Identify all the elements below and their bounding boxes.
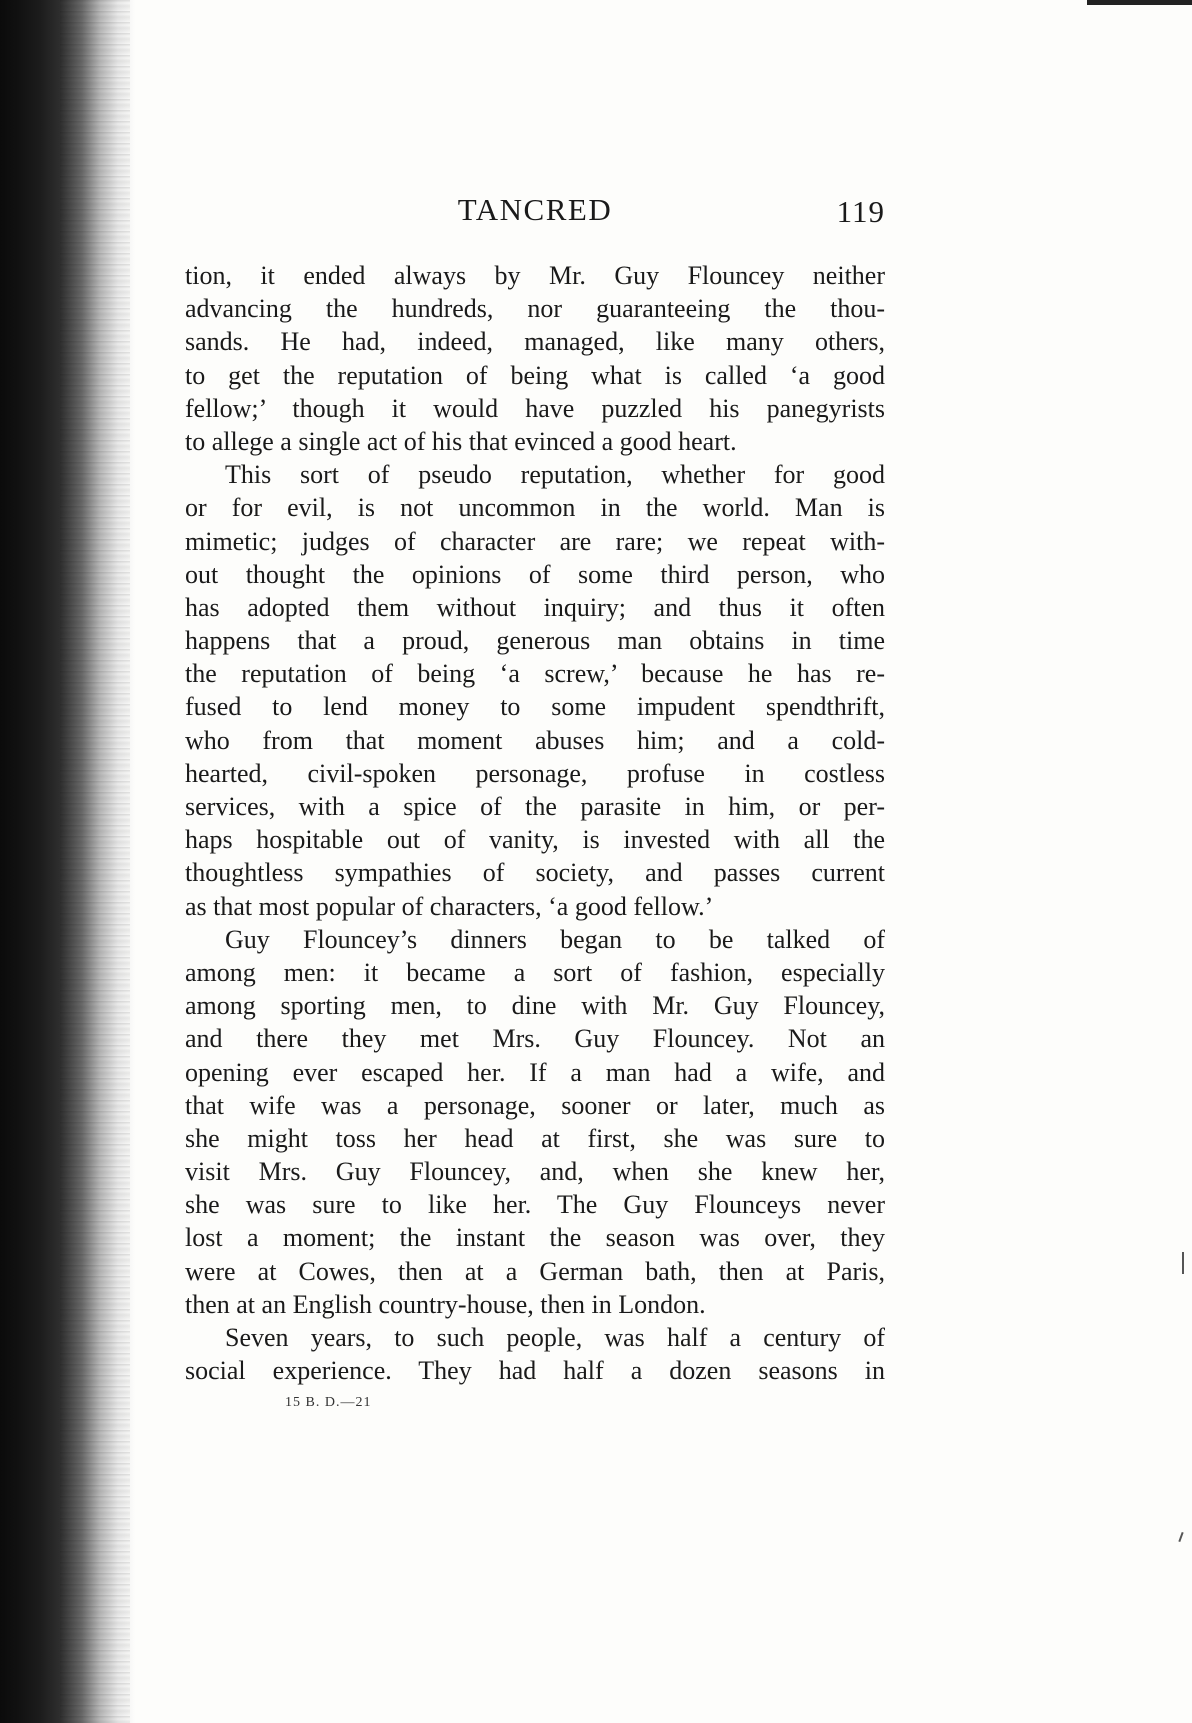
text-line: that wife was a personage, sooner or later, much as bbox=[185, 1090, 885, 1120]
page-header bbox=[185, 192, 885, 236]
text-line: as that most popular of characters, ‘a good fellow.’ bbox=[185, 891, 714, 921]
text-line: and there they met Mrs. Guy Flouncey. Not an bbox=[185, 1024, 885, 1054]
text-line: social experience. They had half a dozen seasons in bbox=[185, 1356, 885, 1386]
text-line: thoughtless sympathies of society, and passes current bbox=[185, 858, 885, 888]
right-margin-mark bbox=[1182, 1252, 1184, 1274]
text-line: who from that moment abuses him; and a cold- bbox=[185, 725, 885, 755]
text-line: mimetic; judges of character are rare; we repeat with- bbox=[185, 526, 885, 556]
text-line: among men: it became a sort of fashion, especially bbox=[185, 957, 885, 987]
body-text bbox=[185, 259, 885, 1387]
text-line: to allege a single act of his that evinced a good heart. bbox=[185, 426, 737, 456]
text-line: This sort of pseudo reputation, whether for good bbox=[225, 460, 885, 490]
text-line: opening ever escaped her. If a man had a wife, and bbox=[185, 1057, 885, 1087]
binding-speckle bbox=[60, 0, 130, 1723]
text-line: tion, it ended always by Mr. Guy Flouncey neither bbox=[185, 261, 885, 290]
right-margin-mark-lower bbox=[1178, 1532, 1183, 1542]
text-line: out thought the opinions of some third person, who bbox=[185, 559, 885, 589]
text-line: happens that a proud, generous man obtains in time bbox=[185, 626, 885, 656]
text-line: visit Mrs. Guy Flouncey, and, when she knew her, bbox=[185, 1157, 885, 1187]
text-line: the reputation of being ‘a screw,’ because he has re- bbox=[185, 659, 885, 689]
top-edge-mark bbox=[1087, 0, 1192, 5]
text-line: hearted, civil-spoken personage, profuse in costless bbox=[185, 758, 885, 788]
text-line: services, with a spice of the parasite in him, or per- bbox=[185, 792, 885, 821]
text-line: then at an English country-house, then in London. bbox=[185, 1289, 706, 1319]
text-line: to get the reputation of being what is called ‘a good bbox=[185, 360, 885, 390]
text-line: Guy Flouncey’s dinners began to be talked of bbox=[225, 924, 885, 954]
text-line: advancing the hundreds, nor guaranteeing the thou- bbox=[185, 294, 885, 324]
printer-signature: 15 B. D.—21 bbox=[285, 1395, 372, 1410]
text-line: were at Cowes, then at a German bath, then at Paris, bbox=[185, 1256, 885, 1286]
text-line: has adopted them without inquiry; and thus it often bbox=[185, 592, 885, 622]
text-line: lost a moment; the instant the season was over, they bbox=[185, 1223, 885, 1253]
text-line: among sporting men, to dine with Mr. Guy Flouncey, bbox=[185, 991, 885, 1021]
text-line: sands. He had, indeed, managed, like many others, bbox=[185, 327, 885, 357]
page-number: 119 bbox=[836, 194, 885, 229]
text-line: haps hospitable out of vanity, is invested with all the bbox=[185, 825, 885, 855]
text-line: she might toss her head at first, she was sure to bbox=[185, 1123, 885, 1153]
text-line: she was sure to like her. The Guy Flounceys never bbox=[185, 1190, 885, 1220]
text-line: fellow;’ though it would have puzzled his panegyrists bbox=[185, 393, 885, 423]
text-line: Seven years, to such people, was half a century of bbox=[225, 1323, 885, 1352]
running-head: TANCRED bbox=[457, 192, 613, 227]
text-line: or for evil, is not uncommon in the world. Man is bbox=[185, 493, 885, 523]
text-line: fused to lend money to some impudent spendthrift, bbox=[185, 692, 885, 722]
